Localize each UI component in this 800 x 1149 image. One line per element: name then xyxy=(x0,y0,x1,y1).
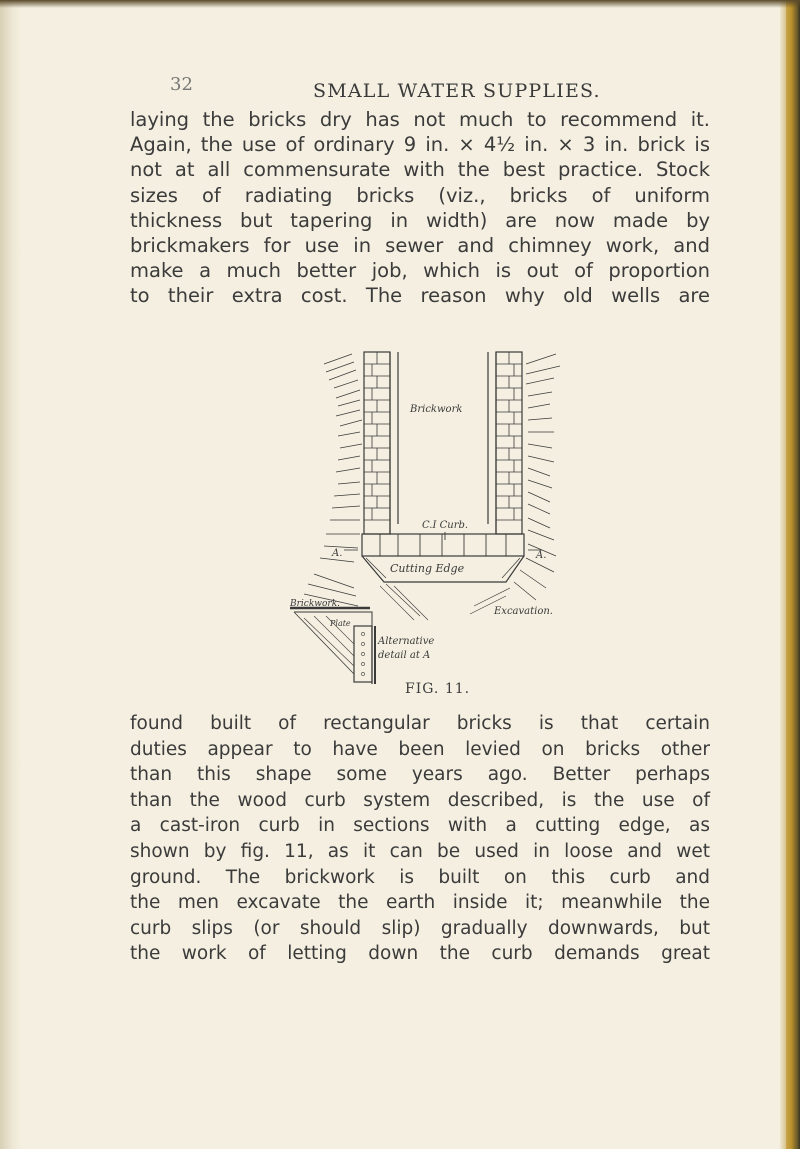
text-line: a cast-iron curb in sections with a cutting edge, as xyxy=(130,815,710,837)
text-line: sizes of radiating bricks (viz., bricks of uniform xyxy=(130,183,710,207)
text-line: make a much better job, which is out of proportion xyxy=(130,259,710,283)
paragraph xyxy=(130,711,710,967)
text-line: the men excavate the earth inside it; meanwhile the xyxy=(130,892,710,914)
running-title: SMALL WATER SUPPLIES. xyxy=(313,80,601,102)
text-line: brickmakers for use in sewer and chimney work, and xyxy=(130,234,710,258)
figure-caption: FIG. 11. xyxy=(405,681,471,697)
label-brickwork-top: Brickwork xyxy=(410,404,463,415)
text-line: the work of letting down the curb demands great xyxy=(130,943,710,965)
text-line: found built of rectangular bricks is that certain xyxy=(130,713,710,734)
text-line: than this shape some years ago. Better perhaps xyxy=(130,764,710,786)
paragraph xyxy=(130,107,710,309)
text-line: than the wood curb system described, is the use of xyxy=(130,789,710,811)
figure-well-curb xyxy=(274,344,574,684)
text-line: duties appear to have been levied on bricks other xyxy=(130,738,710,760)
text-line: curb slips (or should slip) gradually downwards, but xyxy=(130,917,710,939)
body-text-top xyxy=(130,107,710,309)
well-curb-diagram xyxy=(274,344,574,684)
page-gutter xyxy=(0,0,22,1149)
text-line: shown by fig. 11, as it can be used in loose and wet xyxy=(130,840,710,862)
label-brickwork-detail: Brickwork. xyxy=(290,599,341,609)
body-text-bottom xyxy=(130,711,710,967)
text-line: Again, the use of ordinary 9 in. × 4½ in. × 3 in. brick is xyxy=(130,133,710,157)
label-plate: Plate xyxy=(330,619,351,628)
label-a-left: A. xyxy=(332,548,343,559)
label-cutting-edge: Cutting Edge xyxy=(390,562,465,575)
label-detail-at-a: detail at A xyxy=(378,650,431,661)
text-line: ground. The brickwork is built on this curb and xyxy=(130,866,710,888)
text-line: laying the bricks dry has not much to recommend it. xyxy=(130,108,710,131)
label-excavation: Excavation. xyxy=(494,606,553,617)
cast-iron-curb xyxy=(362,534,524,556)
label-a-right: A. xyxy=(536,550,547,561)
text-line: thickness but tapering in width) are now made by xyxy=(130,208,710,232)
page-number: 32 xyxy=(170,74,193,95)
alternative-detail-plate xyxy=(354,626,372,682)
text-line: not at all commensurate with the best practice. Stock xyxy=(130,158,710,182)
label-ci-curb: C.I Curb. xyxy=(422,520,469,531)
text-line: to their extra cost. The reason why old wells are xyxy=(130,284,710,308)
label-alternative: Alternative xyxy=(378,636,435,647)
page-top-shadow xyxy=(0,0,800,8)
book-cover-edge xyxy=(786,0,800,1149)
page-header xyxy=(170,74,670,104)
